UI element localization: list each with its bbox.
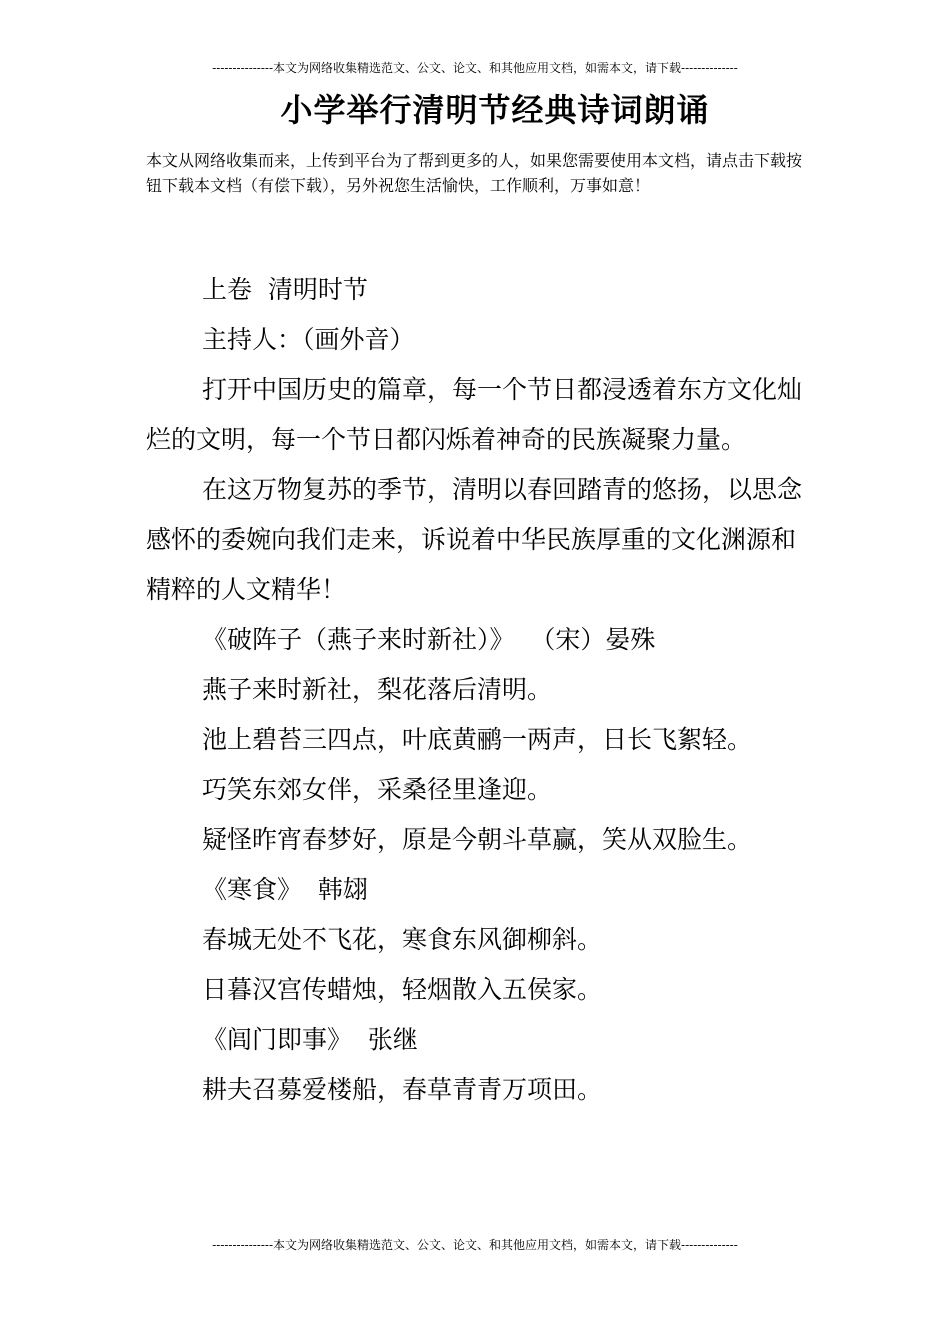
poem-line: 巧笑东郊女伴，采桑径里逢迎。 xyxy=(202,775,553,804)
poem-line: 燕子来时新社，梨花落后清明。 xyxy=(202,675,553,704)
document-title: 小学举行清明节经典诗词朗诵 xyxy=(280,91,710,129)
body-text xyxy=(146,265,816,1115)
poem-line: 池上碧苔三四点，叶底黄鹂一两声，日长飞絮轻。 xyxy=(202,725,753,754)
poem-line: 耕夫召募爱楼船，春草青青万项田。 xyxy=(202,1075,603,1104)
poem-line: 春城无处不飞花，寒食东风御柳斜。 xyxy=(202,925,603,954)
header-banner: ---------------本文为网络收集精选范文、公文、论文、和其他应用文档，如需本文，请下载-------------- xyxy=(212,61,738,75)
poem-title: 《寒食》 韩翃 xyxy=(202,875,368,904)
poem-line: 日暮汉宫传蜡烛，轻烟散入五侯家。 xyxy=(202,975,603,1004)
section-heading: 上卷 清明时节 xyxy=(202,275,368,304)
poem-title: 《破阵子（燕子来时新社）》 （宋）晏殊 xyxy=(202,625,656,654)
body-paragraph: 打开中国历史的篇章，每一个节日都浸透着东方文化灿烂的文明，每一个节日都闪烁着神奇的民族凝聚力量。 xyxy=(146,375,803,454)
poem-line: 疑怪昨宵春梦好，原是今朝斗草赢，笑从双脸生。 xyxy=(202,825,753,854)
intro-paragraph: 本文从网络收集而来，上传到平台为了帮到更多的人，如果您需要使用本文档，请点击下载按钮下载本文档（有偿下载），另外祝您生活愉快，工作顺利，万事如意！ xyxy=(146,151,803,195)
body-paragraph: 在这万物复苏的季节，清明以春回踏青的悠扬，以思念感怀的委婉向我们走来，诉说着中华民族厚重的文化渊源和精粹的人文精华！ xyxy=(146,475,803,604)
host-label: 主持人：（画外音） xyxy=(202,325,415,354)
poem-title: 《闾门即事》 张继 xyxy=(202,1025,418,1054)
footer-banner: ---------------本文为网络收集精选范文、公文、论文、和其他应用文档，如需本文，请下载-------------- xyxy=(212,1238,738,1252)
